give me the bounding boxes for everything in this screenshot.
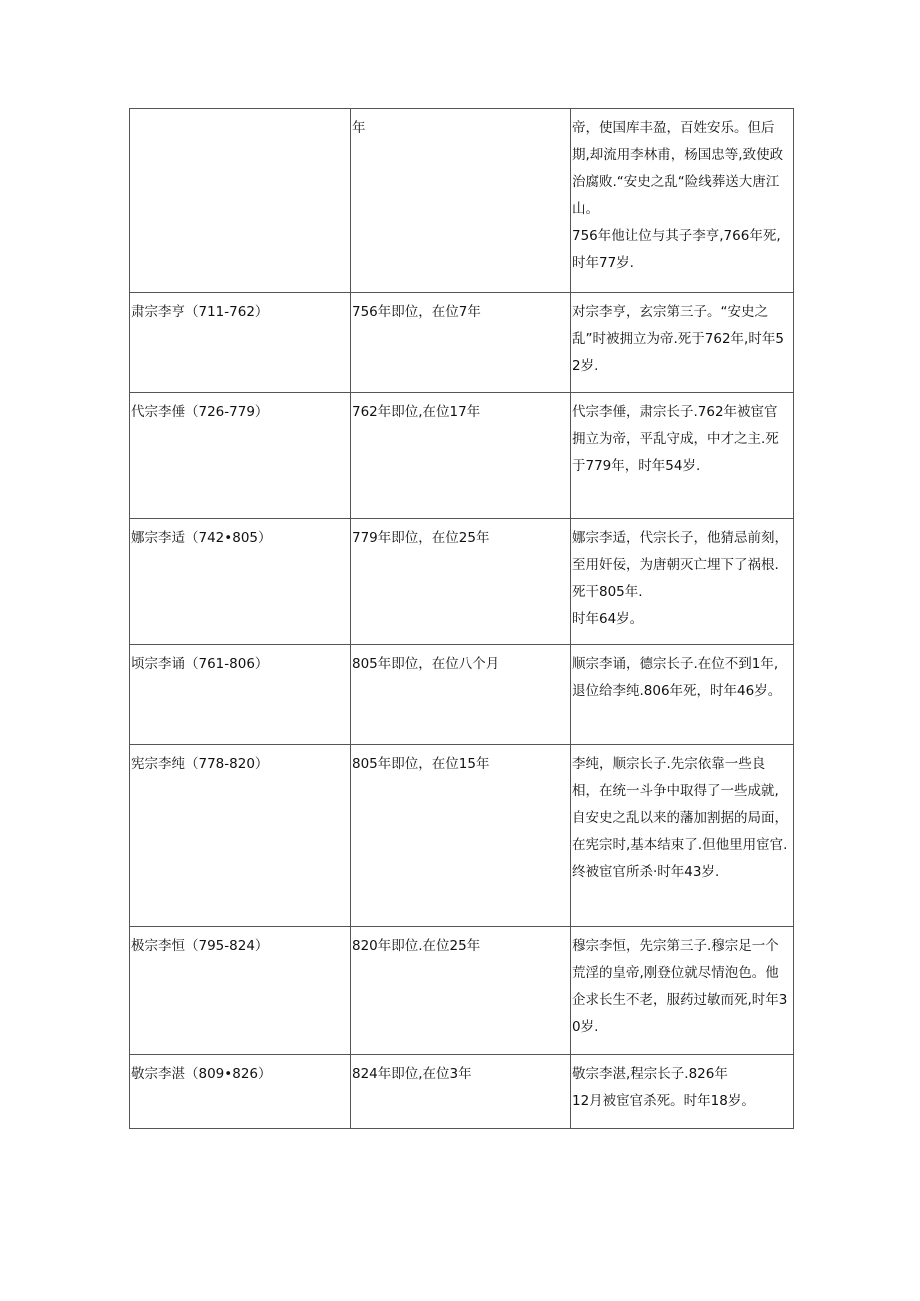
reign-info: 年 bbox=[352, 120, 366, 136]
description-text: 敬宗李湛,程宗长子.826年 bbox=[572, 1066, 728, 1082]
description-text: 娜宗李适，代宗长子，他猜忌前刻，至用奸佞，为唐朝灭亡埋下了祸根.死干805年. bbox=[572, 530, 788, 600]
reign-info: 805年即位，在位15年 bbox=[352, 756, 490, 772]
description-text: 帝，使国库丰盈，百姓安乐。但后期,却流用李林甫，杨国忠等,致使政治腐败.“安史之乱“险线葬送大唐江山。 bbox=[572, 120, 784, 217]
emperor-name-cell bbox=[130, 745, 351, 927]
emperor-table bbox=[129, 108, 794, 1129]
description-cell bbox=[571, 645, 794, 745]
description-text: 756年他让位与其子李亨,766年死,时年77岁. bbox=[572, 228, 781, 271]
emperor-name-cell bbox=[130, 293, 351, 393]
description-cell bbox=[571, 519, 794, 645]
table-row bbox=[130, 519, 794, 645]
reign-cell bbox=[351, 645, 571, 745]
table-row bbox=[130, 393, 794, 519]
description-text: 时年64岁。 bbox=[572, 611, 644, 627]
reign-info: 779年即位，在位25年 bbox=[352, 530, 490, 546]
reign-info: 824年即位,在位3年 bbox=[352, 1066, 472, 1082]
description-text: 代宗李倕，肃宗长子.762年被宦官拥立为帝，平乱守成，中才之主.死于779年，时年54岁. bbox=[572, 404, 779, 474]
description-cell bbox=[571, 745, 794, 927]
emperor-name-cell bbox=[130, 927, 351, 1055]
reign-cell bbox=[351, 519, 571, 645]
reign-cell bbox=[351, 927, 571, 1055]
reign-info: 805年即位，在位八个月 bbox=[352, 656, 500, 672]
reign-cell bbox=[351, 1055, 571, 1129]
reign-cell bbox=[351, 109, 571, 293]
table-row bbox=[130, 293, 794, 393]
description-cell bbox=[571, 1055, 794, 1129]
emperor-name: 代宗李倕（726-779） bbox=[131, 404, 269, 420]
emperor-name-cell bbox=[130, 393, 351, 519]
table-row bbox=[130, 745, 794, 927]
emperor-name-cell bbox=[130, 109, 351, 293]
emperor-name: 顷宗李诵（761-806） bbox=[131, 656, 269, 672]
description-text: 顺宗李诵，德宗长子.在位不到1年,退位给李纯.806年死，时年46岁。 bbox=[572, 656, 782, 699]
reign-cell bbox=[351, 293, 571, 393]
emperor-name bbox=[130, 109, 350, 121]
description-cell bbox=[571, 927, 794, 1055]
reign-cell bbox=[351, 393, 571, 519]
emperor-name: 宪宗李纯（778-820） bbox=[131, 756, 269, 772]
description-cell bbox=[571, 109, 794, 293]
table-row bbox=[130, 927, 794, 1055]
reign-info: 762年即位,在位17年 bbox=[352, 404, 481, 420]
description-cell bbox=[571, 393, 794, 519]
reign-info: 756年即位，在位7年 bbox=[352, 304, 481, 320]
emperor-name: 极宗李恒（795-824） bbox=[131, 938, 269, 954]
reign-cell bbox=[351, 745, 571, 927]
reign-info: 820年即位.在位25年 bbox=[352, 938, 481, 954]
description-text: 12月被宦官杀死。时年18岁。 bbox=[572, 1093, 755, 1109]
emperor-name-cell bbox=[130, 519, 351, 645]
emperor-name: 娜宗李适（742•805） bbox=[131, 530, 272, 546]
table-row bbox=[130, 1055, 794, 1129]
table-row bbox=[130, 645, 794, 745]
emperor-name: 敬宗李湛（809•826） bbox=[131, 1066, 272, 1082]
description-text: 穆宗李恒，先宗第三子.穆宗足一个荒淫的皇帝,刚登位就尽情泡色。他企求长生不老，服药过敏而死,时年30岁. bbox=[572, 938, 788, 1035]
emperor-name-cell bbox=[130, 1055, 351, 1129]
description-cell bbox=[571, 293, 794, 393]
description-text: 李纯，顺宗长子.先宗依靠一些良相，在统一斗争中取得了一些成就,自安史之乱以来的藩加割据的局面，在宪宗时,基本结束了.但他里用宦官.终被宦官所杀·时年43岁. bbox=[572, 756, 788, 880]
emperor-name: 肃宗李亨（711-762） bbox=[131, 304, 269, 320]
table-row bbox=[130, 109, 794, 293]
description-text: 对宗李亨，玄宗第三子。“安史之乱”时被拥立为帝.死于762年,时年52岁. bbox=[572, 304, 784, 374]
emperor-name-cell bbox=[130, 645, 351, 745]
